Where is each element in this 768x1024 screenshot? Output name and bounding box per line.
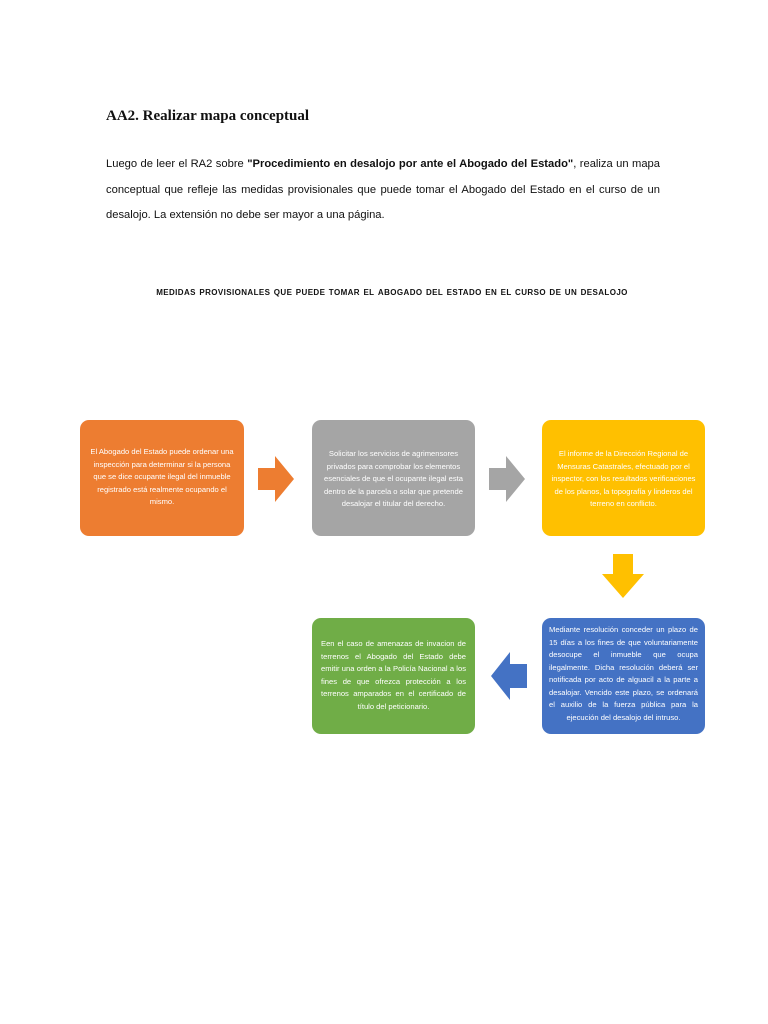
step-box-police-order [312,618,475,734]
arrow-right-shape [258,456,294,502]
step-text: Mediante resolución conceder un plazo de 15 días a los fines de que voluntariamente desocupe el inmueble que ocupa ilegalmente. Dicha resolución deberá ser notificada por acto de alguacil a la parte a desalojar. Vencido este plazo, se ordenará el auxilio de la fuerza pública para la ejecución del desalojo del intruso. [549,625,698,722]
step-text: El informe de la Dirección Regional de Mensuras Catastrales, efectuado por el inspector, con los resultados verificaciones de los planos, la topografía y linderos del terreno en conflicto. [551,449,696,508]
page-heading: AA2. Realizar mapa conceptual [106,108,310,124]
step-text: Een el caso de amenazas de invacion de terrenos el Abogado del Estado debe emitir una orden a la Policía Nacional a los fines de que ofrezca protección a los terrenos amparados en el certificado de título del peticionario. [321,639,466,711]
arrow-left-shape [491,652,527,700]
arrow-right-icon [489,456,525,502]
instructions-text-start: Luego de leer el RA2 sobre [106,158,248,170]
step-text: Solicitar los servicios de agrimensores privados para comprobar los elementos esenciales de que el ocupante ilegal esta dentro de la parcela o solar que pretende desalojar el titular del derecho. [324,449,463,508]
instructions-text-end: , realiza un mapa conceptual que refleje las medidas provisionales que puede tomar el Abogado del Estado en el curso de un desalojo. La extensión no debe ser mayor a una página. [106,158,660,221]
diagram-title: medidas provisionales que puede tomar el abogado del estado en el curso de un desalojo [156,286,628,298]
arrow-left-icon [491,652,527,700]
step-box-inspection [80,420,244,536]
instructions-bold-reference: "Procedimiento en desalojo por ante el Abogado del Estado" [247,158,574,170]
step-box-resolution [542,618,705,734]
step-text: El Abogado del Estado puede ordenar una inspección para determinar si la persona que se dice ocupante ilegal del inmueble registrado está realmente ocupando el mismo. [90,447,234,506]
arrow-right-shape [489,456,525,502]
arrow-down-icon [602,554,644,598]
step-box-surveyors [312,420,475,536]
arrow-down-shape [602,554,644,598]
arrow-right-icon [258,456,294,502]
instructions-paragraph [106,152,660,229]
step-box-cadastral-report [542,420,705,536]
